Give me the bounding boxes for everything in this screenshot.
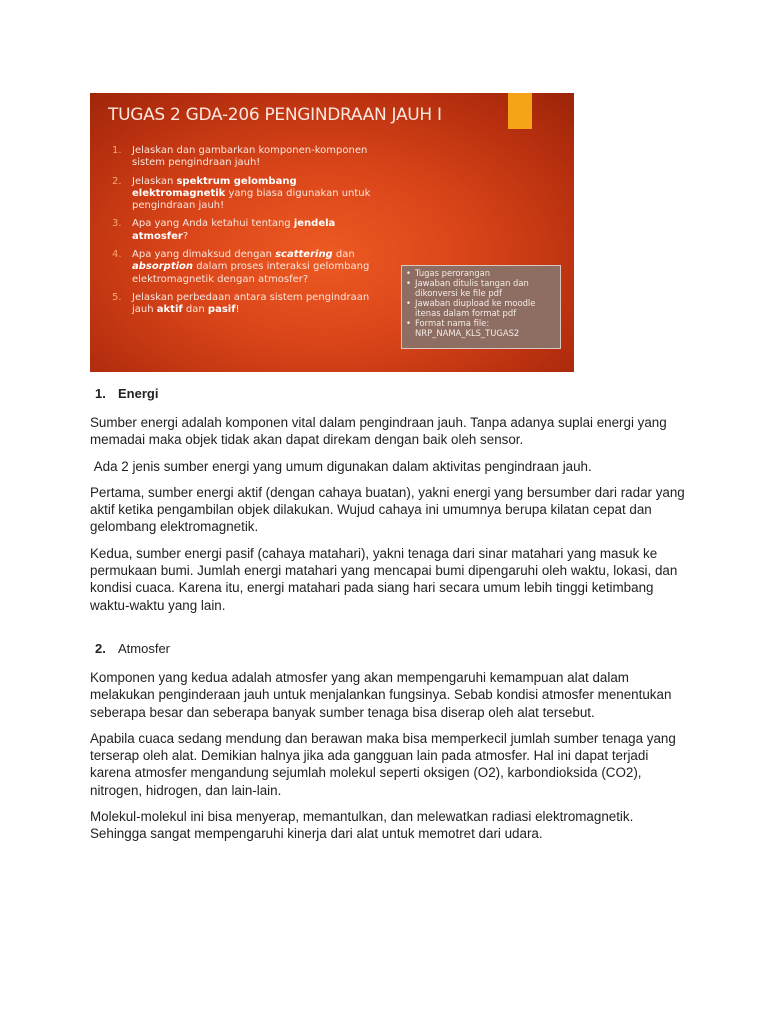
info-item: • Jawaban diupload ke moodle itenas dalam format pdf [406, 298, 556, 318]
task-number: 5. [112, 291, 122, 303]
task-text: ! [235, 304, 240, 316]
section-number: 1. [95, 386, 106, 401]
task-text: Jelaskan dan gambarkan komponen-komponen sistem pengindraan jauh! [132, 145, 368, 169]
task-keyword: spektrum gelombang elektromagnetik [132, 175, 297, 199]
slide-task-item [112, 292, 382, 317]
task-number: 3. [112, 218, 122, 230]
info-item: • Format nama file: NRP_NAMA_KLS_TUGAS2 [406, 318, 556, 338]
slide-info-box [401, 265, 561, 349]
paragraph: Apabila cuaca sedang mendung dan berawan maka bisa memperkecil jumlah sumber tenaga yang terserap oleh alat. Demikian halnya jika ada gangguan lain pada atmosfer. Hal ini dapat terjadi karena atmosfer mengandung sejumlah molekul seperti oksigen (O2), karbondioksida (CO2), nitrogen, hidrogen, dan lain-lain. [90, 730, 676, 798]
paragraph: Ada 2 jenis sumber energi yang umum digunakan dalam aktivitas pengindraan jauh. [90, 458, 592, 474]
task-text: dalam proses interaksi gelombang elektromagnetik dengan atmosfer? [132, 261, 370, 285]
task-text: dan [332, 249, 355, 261]
task-number: 2. [112, 175, 122, 187]
slide-task-item [112, 145, 382, 170]
slide-title: TUGAS 2 GDA-206 PENGINDRAAN JAUH I [108, 105, 442, 125]
info-item: • Tugas perorangan [406, 268, 556, 278]
slide-task-item [112, 249, 382, 286]
task-keyword: scattering [275, 249, 333, 261]
section-heading-atmosfer [90, 641, 690, 656]
document-body [90, 386, 690, 852]
task-text: dan [182, 304, 208, 316]
section-number: 2. [95, 640, 106, 656]
task-text: yang biasa digunakan untuk pengindraan jauh! [132, 187, 371, 212]
task-text: Jelaskan [132, 175, 177, 187]
section-title: Atmosfer [118, 640, 171, 656]
info-item: • Jawaban ditulis tangan dan dikonversi ke file pdf [406, 278, 556, 298]
task-keyword: pasif [207, 304, 236, 316]
slide-task-item [112, 218, 382, 243]
task-keyword: aktif [156, 304, 183, 316]
paragraph: Komponen yang kedua adalah atmosfer yang akan mempengaruhi kemampuan alat dalam melakukan penginderaan jauh untuk menjalankan fungsinya. Sebab kondisi atmosfer menentukan seberapa besar dan seberapa banyak sumber tenaga bisa diserap oleh alat tersebut. [90, 669, 672, 720]
task-keyword: jendela atmosfer [132, 218, 336, 242]
section-heading-energi [90, 386, 690, 401]
task-text: Apa yang dimaksud dengan [132, 249, 276, 261]
task-text: Jelaskan perbedaan antara sistem pengindraan jauh [132, 291, 370, 316]
slide-task-item [112, 176, 382, 213]
task-text: Apa yang Anda ketahui tentang [132, 218, 294, 230]
assignment-slide-image [90, 93, 574, 372]
task-text: ? [182, 230, 189, 242]
task-number: 1. [112, 145, 122, 156]
section-title: Energi [118, 386, 159, 401]
slide-task-list [112, 145, 382, 323]
task-number: 4. [112, 249, 122, 261]
paragraph: Molekul-molekul ini bisa menyerap, memantulkan, dan melewatkan radiasi elektromagnetik. Sehingga sangat mempengaruhi kinerja dari alat untuk memotret dari udara. [90, 809, 634, 842]
paragraph: Sumber energi adalah komponen vital dalam pengindraan jauh. Tanpa adanya suplai energi yang memadai maka objek tidak akan dapat direkam dengan baik oleh sensor. [90, 415, 667, 448]
paragraph: Pertama, sumber energi aktif (dengan cahaya buatan), yakni energi yang bersumber dari radar yang aktif ketika pengambilan objek dilakukan. Wujud cahaya ini umumnya berupa kilatan cepat dan gelombang elektromagnetik. [90, 484, 685, 535]
slide-accent-bar [508, 93, 532, 129]
paragraph: Kedua, sumber energi pasif (cahaya matahari), yakni tenaga dari sinar matahari yang masuk ke permukaan bumi. Jumlah energi matahari yang mencapai bumi dipengaruhi oleh waktu, lokasi, dan kondisi cuaca. Karena itu, energi matahari pada siang hari secara umum lebih tinggi ketimbang waktu-waktu yang lain. [90, 545, 678, 613]
task-keyword: absorption [132, 261, 194, 273]
